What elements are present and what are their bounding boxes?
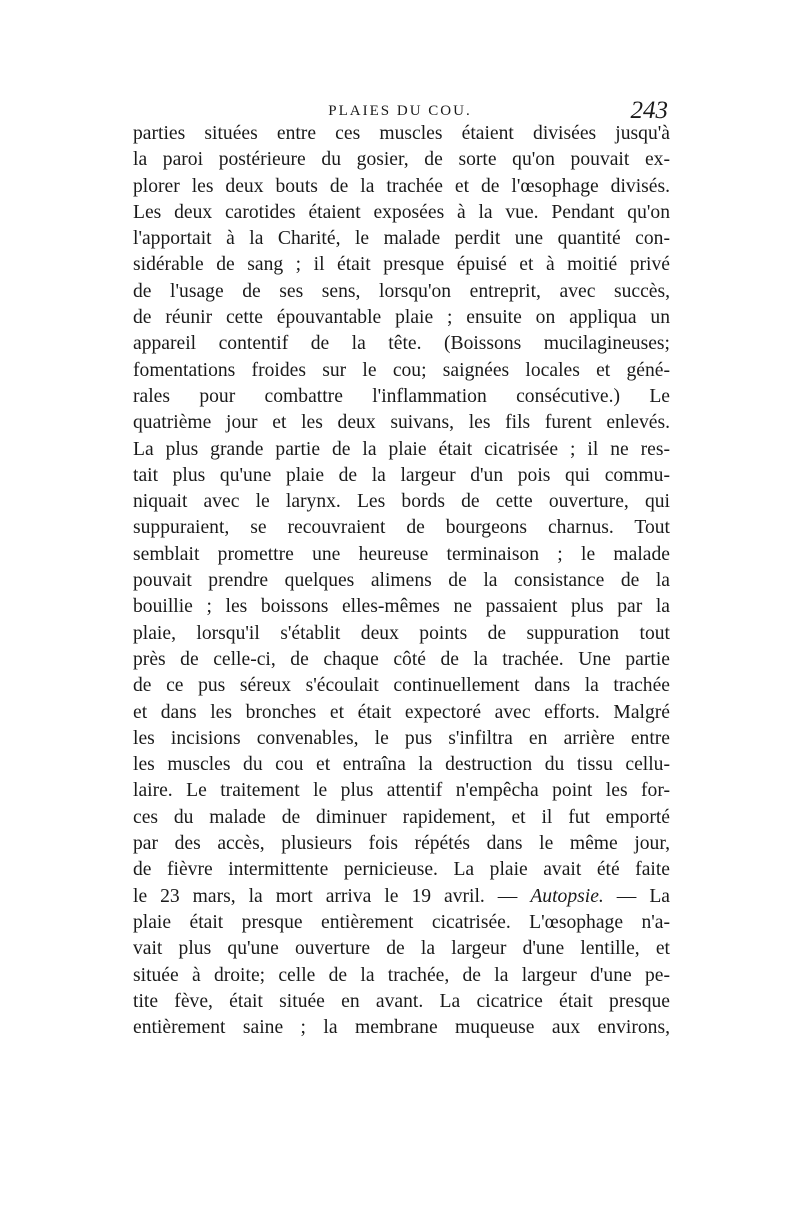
text-line: de l'usage de ses sens, lorsqu'on entreprit, avec succès, [133, 280, 670, 302]
text-line: la paroi postérieure du gosier, de sorte qu'on pouvait ex- [133, 149, 670, 171]
text-line: fomentations froides sur le cou; saignées locales et géné- [133, 359, 670, 381]
text-line-autopsie [133, 884, 670, 910]
text-line: l'apportait à la Charité, le malade perdit une quantité con- [133, 228, 670, 250]
text-line: située à droite; celle de la trachée, de la largeur d'une pe- [133, 964, 670, 986]
text-line: parties situées entre ces muscles étaient divisées jusqu'à [133, 123, 670, 144]
text-line: tite fève, était située en avant. La cicatrice était presque [133, 990, 670, 1012]
text-line: les incisions convenables, le pus s'infiltra en arrière entre [133, 727, 670, 749]
text-line: et dans les bronches et était expectoré avec efforts. Malgré [133, 701, 670, 723]
text-line: de ce pus séreux s'écoulait continuellement dans la trachée [133, 675, 670, 697]
text-line: ces du malade de diminuer rapidement, et il fut emporté [133, 806, 670, 828]
text-line: suppuraient, se recouvraient de bourgeons charnus. Tout [133, 517, 670, 539]
running-title: PLAIES DU COU. [328, 103, 472, 119]
text-line: par des accès, plusieurs fois répétés dans le même jour, [133, 833, 670, 855]
text-line: quatrième jour et les deux suivans, les fils furent enlevés. [133, 412, 670, 434]
text-line: pouvait prendre quelques alimens de la consistance de la [133, 570, 670, 592]
text-line: bouillie ; les boissons elles-mêmes ne passaient plus par la [133, 596, 670, 618]
running-head [130, 97, 670, 123]
text-line: vait plus qu'une ouverture de la largeur d'une lentille, et [133, 938, 670, 960]
text-segment: le 23 mars, la mort arriva le 19 avril. — [133, 885, 531, 907]
text-line: plaie était presque entièrement cicatrisée. L'œsophage n'a- [133, 911, 670, 933]
text-line: rales pour combattre l'inflammation consécutive.) Le [133, 385, 670, 407]
text-line: semblait promettre une heureuse terminaison ; le malade [133, 543, 670, 565]
autopsie-heading: Autopsie. [530, 885, 604, 907]
text-line: les muscles du cou et entraîna la destruction du tissu cellu- [133, 754, 670, 776]
text-line: Les deux carotides étaient exposées à la vue. Pendant qu'on [133, 201, 670, 223]
text-line: entièrement saine ; la membrane muqueuse aux environs, [133, 1017, 670, 1039]
body-text [133, 121, 670, 1041]
text-line: plorer les deux bouts de la trachée et de l'œsophage divisés. [133, 175, 670, 197]
text-line: niquait avec le larynx. Les bords de cette ouverture, qui [133, 491, 670, 513]
text-line: appareil contentif de la tête. (Boissons mucilagineuses; [133, 333, 670, 355]
text-line: de fièvre intermittente pernicieuse. La plaie avait été faite [133, 859, 670, 881]
text-line: sidérable de sang ; il était presque épuisé et à moitié privé [133, 254, 670, 276]
text-line: tait plus qu'une plaie de la largeur d'un pois qui commu- [133, 464, 670, 486]
text-line: près de celle-ci, de chaque côté de la trachée. Une partie [133, 648, 670, 670]
page-number: 243 [630, 97, 668, 124]
text-line: La plus grande partie de la plaie était cicatrisée ; il ne res- [133, 438, 670, 460]
text-line: de réunir cette épouvantable plaie ; ensuite on appliqua un [133, 307, 670, 329]
text-line: plaie, lorsqu'il s'établit deux points de suppuration tout [133, 622, 670, 644]
text-line: laire. Le traitement le plus attentif n'empêcha point les for- [133, 780, 670, 802]
text-segment: — La [603, 885, 671, 907]
